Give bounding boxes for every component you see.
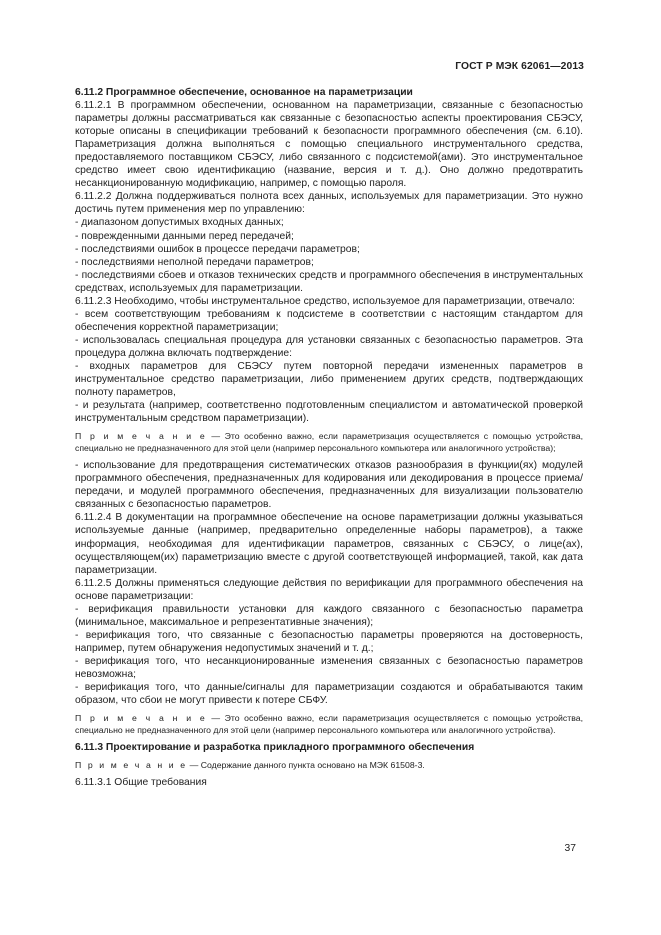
paragraph: 6.11.2.5 Должны применяться следующие действия по верификации для программного обеспечения на основе параметризации: (75, 577, 583, 602)
paragraph: - последствиями неполной передачи параметров; (75, 256, 314, 268)
paragraph: - последствиями ошибок в процессе передачи параметров; (75, 243, 360, 255)
paragraph: - и результата (например, соответственно подготовленным специалистом и автоматической проверкой инструментальным средством параметризации). (75, 400, 583, 425)
paragraph: - использовалась специальная процедура для установки связанных с безопасностью параметров. Эта процедура должна включать подтверждение: (75, 334, 583, 359)
paragraph: 6.11.2.3 Необходимо, чтобы инструментальное средство, используемое для параметризации, отвечало: (75, 295, 575, 307)
paragraph: 6.11.2.1 В программном обеспечении, основанном на параметризации, связанные с безопасностью параметры должны рассматриваться как связанные с безопасностью аспекты проектирования СБЭСУ, которые описаны в спецификации требований к безопасности программного обеспечения (см. 6.10). Параметризация должна выполняться с помощью специального инструментального средства, предоставляемого поставщиком СБЭСУ, либо связанного с подсистемой(ами). Это инструментальное средство имеет свою идентификацию (название, версия и т. д.). Оно должно предотвратить несанкционированную модификацию, например, с помощью пароля. (75, 100, 583, 190)
paragraph: - использование для предотвращения систематических отказов разнообразия в функции(ях) модулей программного обеспечения, предназначенных для кодирования или декодирования в процессе приема/передачи, и модулей программного обеспечения, предназначенных для визуализации пользователю связанных с безопасностью параметров. (75, 460, 583, 511)
paragraph: - последствиями сбоев и отказов технических средств и программного обеспечения в инструментальных средствах, используемых для параметризации. (75, 269, 583, 294)
paragraph: 6.11.2.2 Должна поддерживаться полнота всех данных, используемых для параметризации. Это нужно достичь путем применения мер по управлению: (75, 191, 583, 216)
paragraph: - всем соответствующим требованиям к подсистеме в соответствии с настоящим стандартом для обеспечения корректной параметризации; (75, 308, 583, 333)
paragraph: - верификация того, что данные/сигналы для параметризации создаются и обрабатываются таким образом, что сбои не могут привести к потере СБФУ. (75, 682, 583, 707)
paragraph: - верификация того, что несанкционированные изменения связанных с безопасностью параметров невозможна; (75, 655, 583, 680)
paragraph: 6.11.3.1 Общие требования (75, 777, 207, 789)
document-body (75, 83, 583, 789)
note-text: — Это особенно важно, если параметризация осуществляется с помощью устройства, специально не предназначенного для этой цели (например персонального компьютера или аналогичного устройства). (75, 713, 583, 736)
paragraph: - входных параметров для СБЭСУ путем повторной передачи измененных параметров в инструментальное средство параметризации, либо применением других средств, подтверждающих полноту параметров, (75, 360, 583, 399)
section-heading: 6.11.3 Проектирование и разработка прикладного программного обеспечения (75, 742, 475, 754)
note-label: П р и м е ч а н и е (75, 431, 207, 442)
paragraph: - верификация того, что связанные с безопасностью параметры проверяются на достоверность, например, путем обнаружения недопустимых значений и т. д.; (75, 629, 583, 654)
paragraph: 6.11.2.4 В документации на программное обеспечение на основе параметризации должны указываться используемые данные (например, предварительно определенные наборы параметров), а также информация, необходимая для идентификации параметров, связанных с СБЭСУ, о лице(ах), осуществляющем(их) параметризацию вместе с другой соответствующей информацией, такой, как дата параметризации. (75, 512, 583, 576)
paragraph: - поврежденными данными перед передачей; (75, 230, 294, 242)
note (75, 430, 583, 454)
page-number: 37 (564, 843, 576, 854)
note-text: — Это особенно важно, если параметризация осуществляется с помощью устройства, специально не предназначенного для этой цели (например персонального компьютера или аналогичного устройства); (75, 431, 583, 454)
note (75, 712, 583, 736)
paragraph: - диапазоном допустимых входных данных; (75, 217, 284, 229)
note-label: П р и м е ч а н и е (75, 713, 207, 724)
note-text: — Содержание данного пункта основано на МЭК 61508-3. (187, 760, 425, 771)
paragraph: - верификация правильности установки для каждого связанного с безопасностью параметра (минимальное, максимальное и репрезентативные значения); (75, 603, 583, 628)
note (75, 759, 583, 771)
document-header: ГОСТ Р МЭК 62061—2013 (455, 61, 584, 72)
section-heading: 6.11.2 Программное обеспечение, основанное на параметризации (75, 87, 413, 98)
note-label: П р и м е ч а н и е (75, 760, 188, 771)
